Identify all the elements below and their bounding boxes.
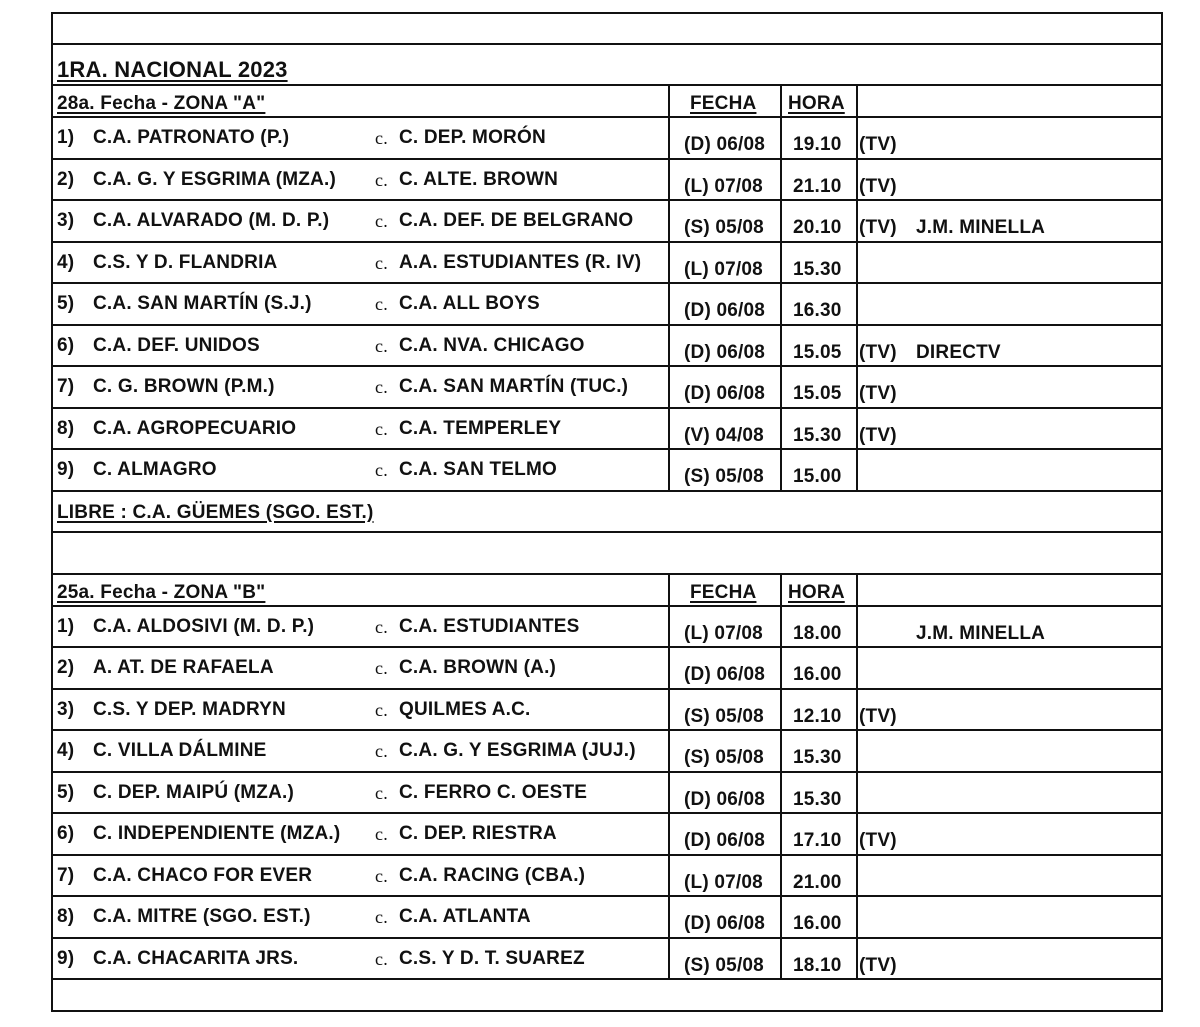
match-row	[53, 856, 1161, 898]
tv-badge: (TV)	[859, 954, 897, 976]
divider	[668, 607, 670, 647]
zone-header-row	[53, 86, 1161, 118]
divider	[668, 897, 670, 937]
match-number: 8)	[57, 906, 75, 927]
divider	[856, 160, 858, 200]
home-team: C. G. BROWN (P.M.)	[93, 376, 275, 397]
home-team: C. ALMAGRO	[93, 459, 217, 480]
match-time: 15.30	[793, 424, 842, 446]
divider	[856, 575, 858, 605]
divider	[668, 648, 670, 688]
away-team: C. DEP. RIESTRA	[399, 823, 557, 844]
match-note: J.M. MINELLA	[916, 622, 1046, 644]
match-time: 17.10	[793, 830, 842, 851]
divider	[856, 607, 858, 647]
versus-marker: c.	[375, 128, 388, 148]
divider	[668, 201, 670, 241]
match-time: 12.10	[793, 705, 842, 727]
versus-marker: c.	[375, 699, 388, 720]
divider	[856, 814, 858, 854]
match-date: (S) 05/08	[684, 217, 764, 238]
divider	[780, 607, 782, 647]
divider	[780, 690, 782, 730]
divider	[780, 773, 782, 813]
divider	[668, 284, 670, 324]
match-time: 18.00	[793, 622, 842, 644]
divider	[780, 160, 782, 200]
home-team: C.A. G. Y ESGRIMA (MZA.)	[93, 168, 337, 190]
divider	[668, 367, 670, 407]
match-number: 6)	[57, 334, 75, 356]
match-time: 21.00	[793, 871, 842, 893]
match-number: 1)	[57, 127, 75, 148]
match-number: 6)	[57, 823, 75, 844]
versus-marker: c.	[375, 782, 388, 803]
divider	[856, 690, 858, 730]
divider	[780, 118, 782, 158]
divider	[856, 648, 858, 688]
match-date: (D) 06/08	[684, 664, 766, 685]
divider	[856, 409, 858, 449]
versus-marker: c.	[375, 865, 388, 886]
away-team: C.A. G. Y ESGRIMA (JUJ.)	[399, 740, 636, 761]
column-header-fecha: FECHA	[690, 93, 757, 114]
match-date: (L) 07/08	[684, 871, 763, 893]
match-row	[53, 939, 1161, 981]
away-team: C. ALTE. BROWN	[399, 168, 559, 190]
match-number: 2)	[57, 657, 75, 678]
match-date: (S) 05/08	[684, 954, 764, 976]
match-number: 9)	[57, 947, 75, 969]
match-date: (D) 06/08	[684, 788, 766, 810]
match-row	[53, 814, 1161, 856]
match-number: 9)	[57, 459, 75, 480]
versus-marker: c.	[375, 658, 388, 678]
away-team: C.A. ATLANTA	[399, 906, 531, 927]
divider	[780, 367, 782, 407]
divider	[668, 731, 670, 771]
match-row	[53, 326, 1161, 368]
match-time: 16.00	[793, 913, 842, 934]
match-date: (L) 07/08	[684, 175, 763, 197]
away-team: C.A. RACING (CBA.)	[399, 864, 586, 886]
divider	[856, 450, 858, 490]
divider	[668, 243, 670, 283]
match-date: (L) 07/08	[684, 622, 763, 644]
zone-header-row	[53, 575, 1161, 607]
versus-marker: c.	[375, 252, 388, 273]
match-time: 20.10	[793, 217, 842, 238]
fixture-sheet	[51, 12, 1163, 1012]
home-team: C.A. AGROPECUARIO	[93, 417, 297, 439]
divider	[780, 648, 782, 688]
match-row	[53, 897, 1161, 939]
match-row	[53, 201, 1161, 243]
home-team: C.A. CHACO FOR EVER	[93, 864, 313, 886]
divider	[780, 326, 782, 366]
versus-marker: c.	[375, 294, 388, 314]
match-time: 15.05	[793, 383, 842, 404]
match-row	[53, 450, 1161, 492]
match-time: 15.05	[793, 341, 842, 363]
away-team: C.A. TEMPERLEY	[399, 417, 562, 439]
divider	[780, 86, 782, 116]
match-date: (D) 06/08	[684, 913, 766, 934]
match-number: 5)	[57, 781, 75, 803]
divider	[668, 575, 670, 605]
versus-marker: c.	[375, 948, 388, 969]
tv-badge: (TV)	[859, 134, 897, 155]
divider	[668, 409, 670, 449]
away-team: C.A. NVA. CHICAGO	[399, 334, 585, 356]
tv-badge: (TV)	[859, 424, 897, 446]
away-team: C. FERRO C. OESTE	[399, 781, 588, 803]
away-team: A.A. ESTUDIANTES (R. IV)	[399, 251, 642, 273]
home-team: C.A. MITRE (SGO. EST.)	[93, 906, 311, 927]
match-number: 2)	[57, 168, 75, 190]
versus-marker: c.	[375, 460, 388, 480]
tv-badge: (TV)	[859, 341, 897, 363]
divider	[668, 773, 670, 813]
home-team: C.A. PATRONATO (P.)	[93, 127, 290, 148]
away-team: C.A. DEF. DE BELGRANO	[399, 210, 634, 231]
divider	[856, 201, 858, 241]
home-team: C.A. SAN MARTÍN (S.J.)	[93, 293, 312, 314]
divider	[668, 118, 670, 158]
match-row	[53, 773, 1161, 815]
match-row	[53, 243, 1161, 285]
divider	[780, 575, 782, 605]
match-number: 3)	[57, 698, 75, 720]
libre-row	[53, 492, 1161, 533]
tv-badge: (TV)	[859, 175, 897, 197]
away-team: C.A. ESTUDIANTES	[399, 615, 580, 637]
match-date: (S) 05/08	[684, 705, 764, 727]
match-number: 3)	[57, 210, 75, 231]
match-time: 16.30	[793, 300, 842, 321]
match-row	[53, 409, 1161, 451]
divider	[780, 450, 782, 490]
divider	[668, 856, 670, 896]
divider	[668, 326, 670, 366]
match-number: 7)	[57, 864, 75, 886]
divider	[780, 939, 782, 979]
match-note: DIRECTV	[916, 341, 1001, 363]
match-number: 1)	[57, 615, 75, 637]
match-row	[53, 284, 1161, 326]
versus-marker: c.	[375, 418, 388, 439]
divider	[780, 409, 782, 449]
match-date: (D) 06/08	[684, 300, 766, 321]
divider	[668, 690, 670, 730]
divider	[856, 284, 858, 324]
divider	[856, 118, 858, 158]
divider	[856, 731, 858, 771]
home-team: C. DEP. MAIPÚ (MZA.)	[93, 781, 295, 803]
versus-marker: c.	[375, 211, 388, 231]
home-team: C.A. ALDOSIVI (M. D. P.)	[93, 615, 315, 637]
tv-badge: (TV)	[859, 830, 897, 851]
home-team: C.A. DEF. UNIDOS	[93, 334, 260, 356]
document-title: 1RA. NACIONAL 2023	[57, 57, 288, 82]
match-number: 4)	[57, 740, 75, 761]
home-team: C. VILLA DÁLMINE	[93, 740, 267, 761]
title-row	[53, 45, 1161, 86]
versus-marker: c.	[375, 169, 388, 190]
divider	[668, 86, 670, 116]
column-header-fecha: FECHA	[690, 581, 757, 603]
away-team: C.S. Y D. T. SUAREZ	[399, 947, 585, 969]
zone-heading: 25a. Fecha - ZONA "B"	[57, 581, 266, 603]
column-header-hora: HORA	[788, 93, 845, 114]
divider	[780, 856, 782, 896]
home-team: C.A. ALVARADO (M. D. P.)	[93, 210, 330, 231]
divider	[668, 160, 670, 200]
away-team: QUILMES A.C.	[399, 698, 531, 720]
zone-heading: 28a. Fecha - ZONA "A"	[57, 93, 266, 114]
match-date: (V) 04/08	[684, 424, 764, 446]
versus-marker: c.	[375, 335, 388, 356]
divider	[780, 897, 782, 937]
blank-row	[53, 533, 1161, 575]
match-time: 21.10	[793, 175, 842, 197]
versus-marker: c.	[375, 741, 388, 761]
tv-badge: (TV)	[859, 217, 897, 238]
divider	[668, 814, 670, 854]
bye-team: LIBRE : C.A. GÜEMES (SGO. EST.)	[57, 501, 374, 523]
divider	[856, 367, 858, 407]
match-date: (D) 06/08	[684, 383, 766, 404]
divider	[856, 856, 858, 896]
match-row	[53, 160, 1161, 202]
divider	[856, 86, 858, 116]
home-team: C.S. Y DEP. MADRYN	[93, 698, 286, 720]
match-number: 5)	[57, 293, 75, 314]
divider	[780, 201, 782, 241]
away-team: C. DEP. MORÓN	[399, 127, 546, 148]
match-row	[53, 118, 1161, 160]
match-number: 4)	[57, 251, 75, 273]
divider	[780, 243, 782, 283]
away-team: C.A. BROWN (A.)	[399, 657, 557, 678]
home-team: A. AT. DE RAFAELA	[93, 657, 274, 678]
match-row	[53, 690, 1161, 732]
versus-marker: c.	[375, 907, 388, 927]
match-date: (L) 07/08	[684, 258, 763, 280]
match-number: 8)	[57, 417, 75, 439]
match-date: (D) 06/08	[684, 134, 766, 155]
away-team: C.A. SAN MARTÍN (TUC.)	[399, 376, 629, 397]
home-team: C.S. Y D. FLANDRIA	[93, 251, 278, 273]
tv-badge: (TV)	[859, 383, 897, 404]
match-time: 15.30	[793, 788, 842, 810]
versus-marker: c.	[375, 616, 388, 637]
column-header-hora: HORA	[788, 581, 845, 603]
divider	[856, 939, 858, 979]
match-date: (D) 06/08	[684, 341, 766, 363]
match-row	[53, 367, 1161, 409]
divider	[856, 897, 858, 937]
match-time: 19.10	[793, 134, 842, 155]
match-time: 16.00	[793, 664, 842, 685]
away-team: C.A. ALL BOYS	[399, 293, 540, 314]
match-row	[53, 731, 1161, 773]
divider	[668, 939, 670, 979]
match-time: 15.30	[793, 258, 842, 280]
divider	[780, 814, 782, 854]
divider	[780, 284, 782, 324]
home-team: C.A. CHACARITA JRS.	[93, 947, 299, 969]
match-date: (D) 06/08	[684, 830, 766, 851]
match-time: 15.00	[793, 466, 842, 487]
match-note: J.M. MINELLA	[916, 217, 1046, 238]
divider	[856, 773, 858, 813]
match-number: 7)	[57, 376, 75, 397]
divider	[668, 450, 670, 490]
home-team: C. INDEPENDIENTE (MZA.)	[93, 823, 341, 844]
divider	[780, 731, 782, 771]
divider	[856, 243, 858, 283]
match-row	[53, 648, 1161, 690]
match-date: (S) 05/08	[684, 747, 764, 768]
match-time: 15.30	[793, 747, 842, 768]
away-team: C.A. SAN TELMO	[399, 459, 557, 480]
tv-badge: (TV)	[859, 705, 897, 727]
divider	[856, 326, 858, 366]
blank-row	[53, 14, 1161, 45]
match-time: 18.10	[793, 954, 842, 976]
versus-marker: c.	[375, 824, 388, 844]
match-date: (S) 05/08	[684, 466, 764, 487]
match-row	[53, 607, 1161, 649]
versus-marker: c.	[375, 377, 388, 397]
